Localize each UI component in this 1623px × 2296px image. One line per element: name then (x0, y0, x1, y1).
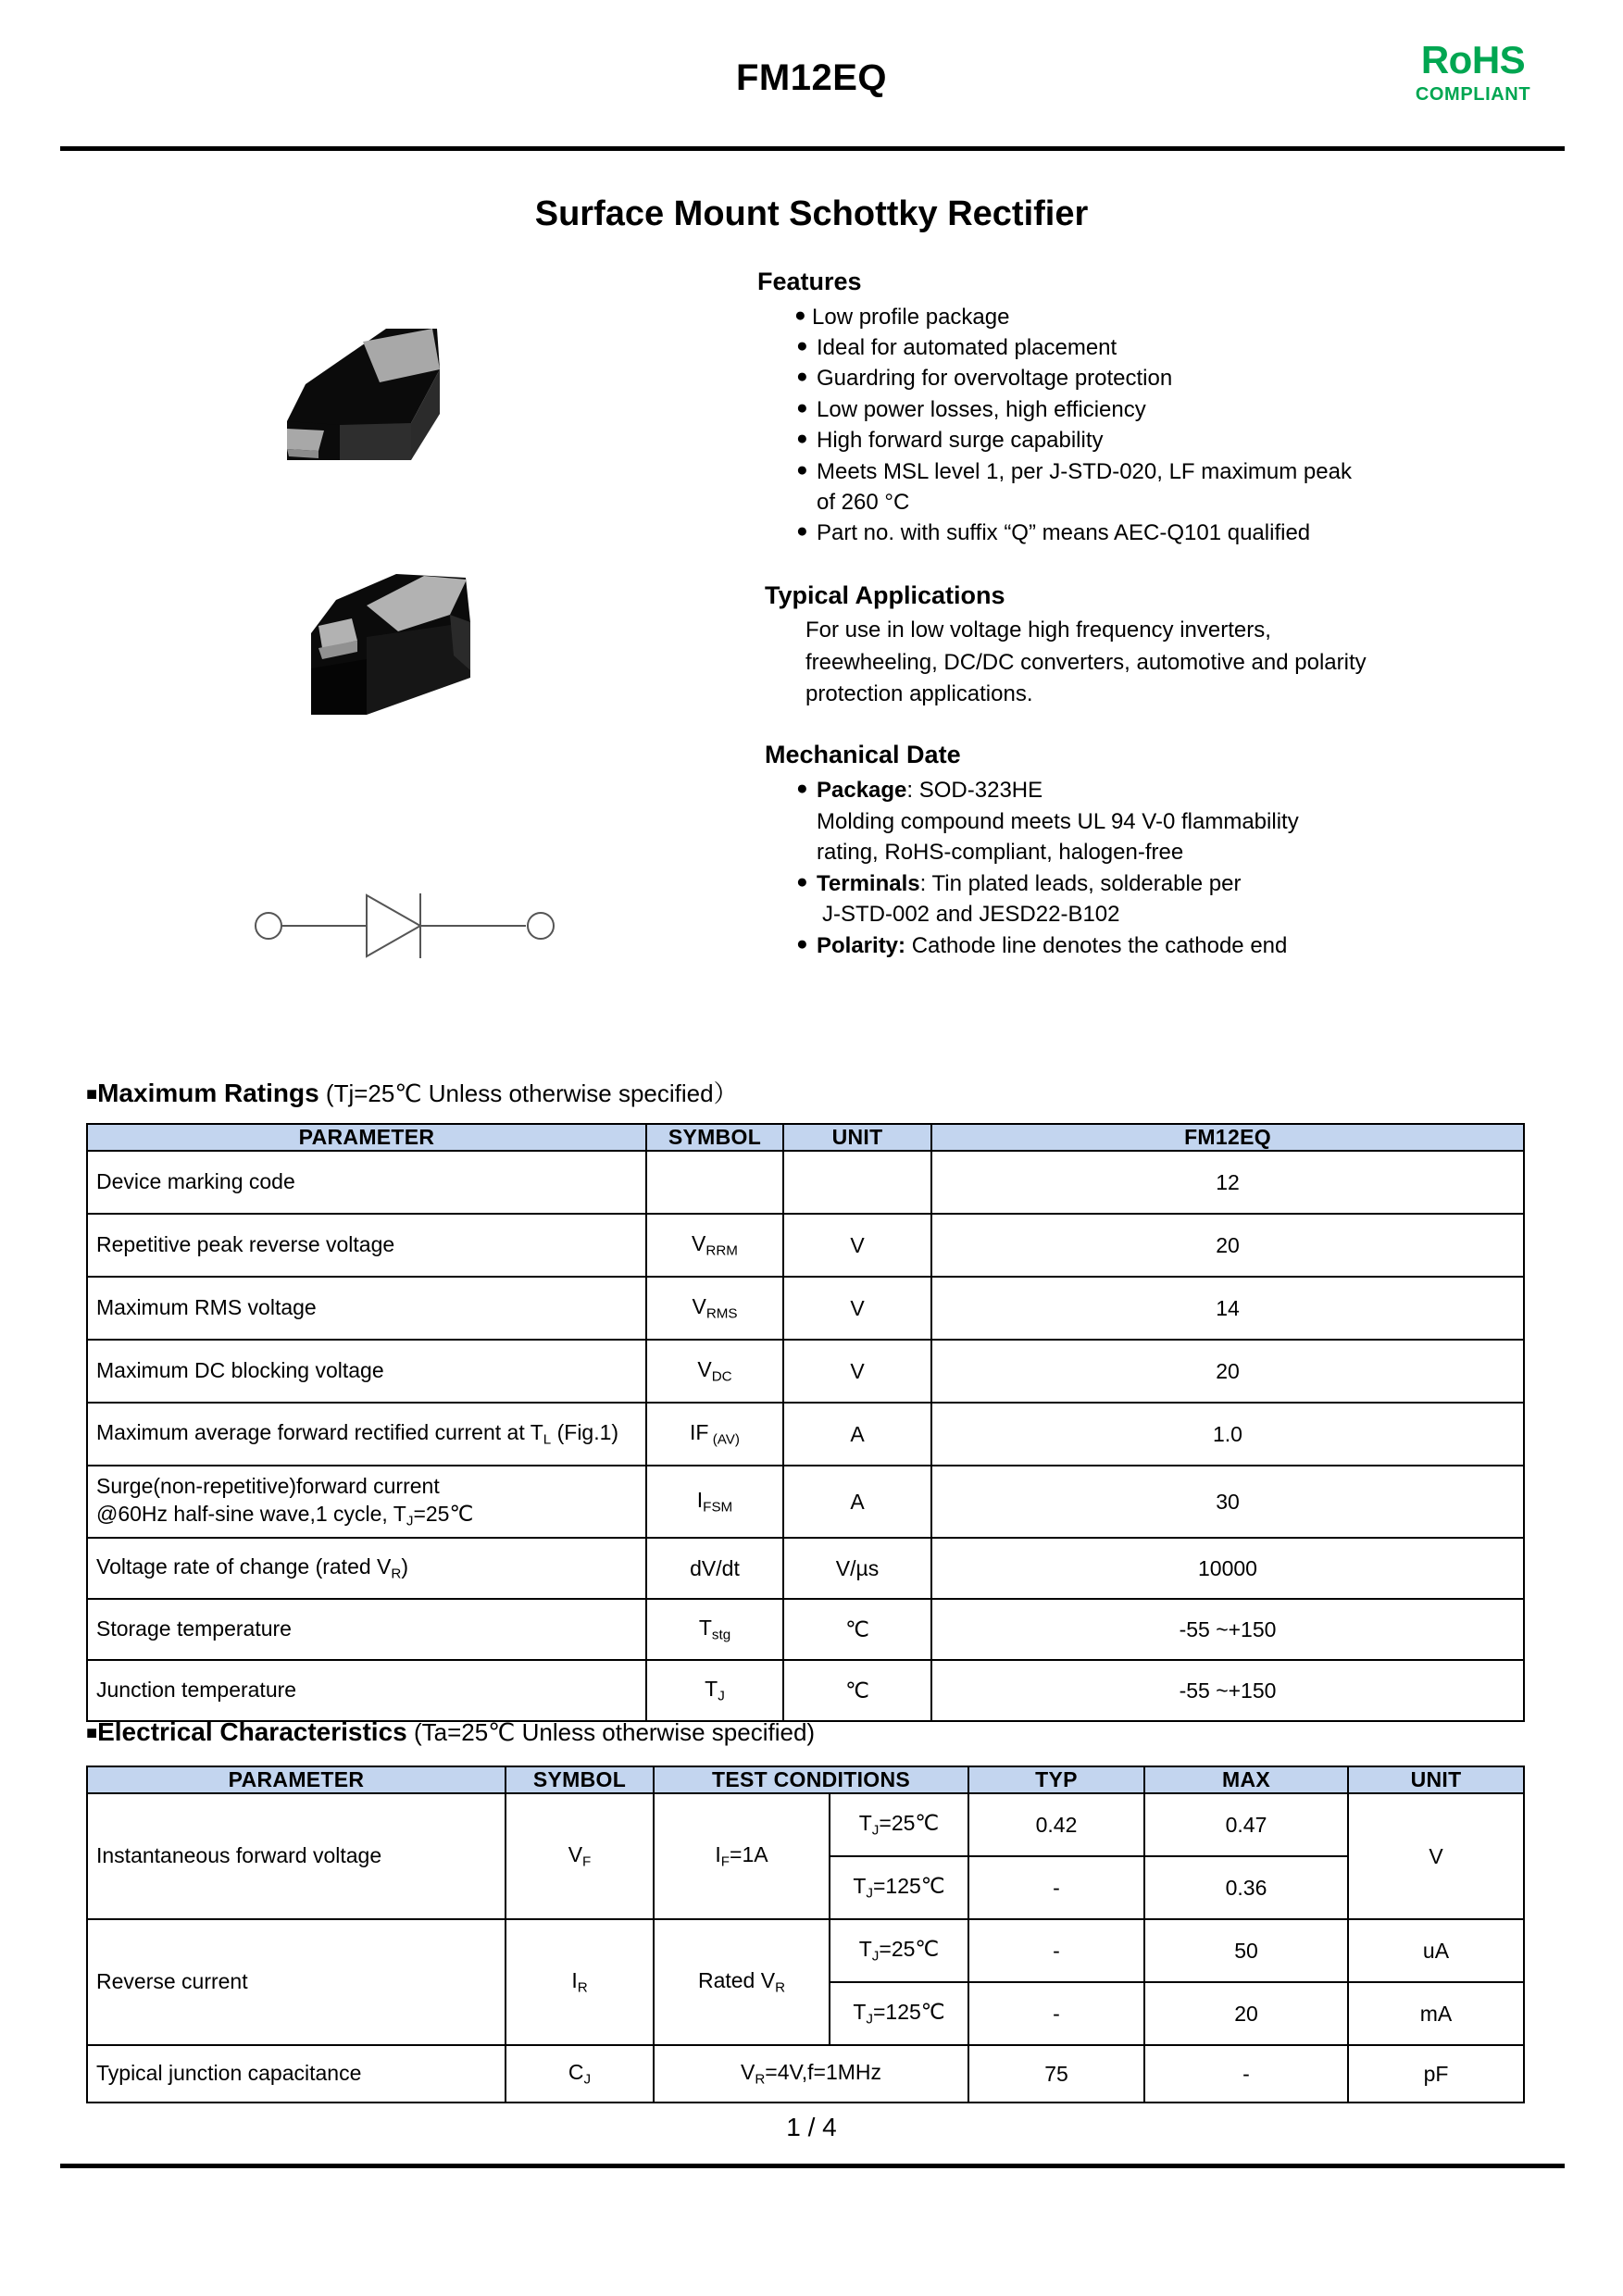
bullet-icon: ● (796, 396, 808, 418)
cell-unit: pF (1348, 2045, 1524, 2103)
cell-unit: ℃ (783, 1599, 931, 1660)
cell-symbol (646, 1340, 783, 1403)
mechanical-polarity-item (794, 930, 1526, 962)
condition-tail: =1A (730, 1842, 768, 1867)
symbol-base: I (571, 1968, 578, 1993)
applications-line: freewheeling, DC/DC converters, automotive and polarity (805, 649, 1367, 675)
max-ratings-table (86, 1123, 1525, 1722)
bullet-icon: ● (796, 335, 808, 357)
symbol-subscript: (AV) (708, 1431, 740, 1448)
symbol-base: T (705, 1677, 718, 1702)
table-header-row (87, 1124, 1524, 1151)
cell-parameter: Device marking code (87, 1151, 646, 1214)
cell-max: 0.36 (1144, 1856, 1348, 1919)
right-text-column (757, 267, 1526, 962)
parameter-line2-tail: =25℃ (413, 1501, 474, 1526)
spacer (757, 549, 1526, 580)
condition-base: Rated V (697, 1968, 776, 1993)
temp-tail: =25℃ (879, 1811, 940, 1836)
terminals-value: : Tin plated leads, solderable per (919, 870, 1242, 896)
temp-tail: =25℃ (879, 1937, 940, 1962)
col-unit: UNIT (1348, 1766, 1524, 1793)
electrical-caption-note: (Ta=25℃ Unless otherwise specified) (406, 1718, 816, 1746)
symbol-base: IF (690, 1420, 709, 1445)
cell-typ: 75 (968, 2045, 1144, 2103)
spacer (757, 710, 1526, 740)
feature-text: Meets MSL level 1, per J-STD-020, LF maximum peak (817, 458, 1352, 484)
table-row (87, 1660, 1524, 1721)
mechanical-terminals-item (794, 868, 1526, 900)
cell-parameter (87, 1403, 646, 1466)
parameter-tail: ) (401, 1554, 409, 1578)
cell-value: 10000 (931, 1538, 1524, 1599)
feature-continuation (794, 487, 1526, 518)
electrical-caption (86, 1717, 815, 1747)
cell-parameter: Storage temperature (87, 1599, 646, 1660)
condition-base: I (715, 1842, 721, 1867)
max-ratings-caption (86, 1075, 738, 1109)
symbol-base: V (692, 1231, 706, 1256)
symbol-subscript: J (718, 1688, 725, 1704)
temp-subscript: J (871, 1948, 880, 1965)
symbol-base: T (698, 1616, 712, 1641)
symbol-subscript: FSM (703, 1499, 733, 1516)
table-header-row (87, 1766, 1524, 1793)
diode-schematic-symbol-icon (248, 884, 563, 967)
symbol-base: V (568, 1842, 583, 1867)
table-row (87, 1599, 1524, 1660)
feature-item (794, 456, 1526, 487)
cell-symbol (646, 1599, 783, 1660)
cell-parameter: Typical junction capacitance (87, 2045, 506, 2103)
cell-symbol (646, 1151, 783, 1214)
cell-temp (830, 1793, 968, 1856)
feature-text: Ideal for automated placement (817, 335, 1117, 361)
feature-text: of 260 °C (817, 489, 910, 515)
cell-unit: V (783, 1277, 931, 1340)
bullet-icon: ● (796, 366, 808, 388)
col-symbol: SYMBOL (506, 1766, 654, 1793)
bullet-icon: ● (796, 778, 808, 800)
cell-temp (830, 1919, 968, 1982)
symbol-subscript: R (577, 1979, 588, 1996)
feature-text: Low profile package (812, 304, 1010, 330)
mechanical-package-line3 (794, 837, 1526, 868)
cell-parameter: Maximum RMS voltage (87, 1277, 646, 1340)
temp-subscript: J (871, 1822, 880, 1839)
mechanical-heading: Mechanical Date (765, 741, 961, 769)
table-row (87, 1466, 1524, 1538)
cell-unit: V (1348, 1793, 1524, 1919)
cell-typ: - (968, 1919, 1144, 1982)
max-ratings-caption-note: (Tj=25℃ Unless otherwise specified） (318, 1079, 738, 1107)
rohs-logo (1380, 38, 1566, 106)
cell-max: 50 (1144, 1919, 1348, 1982)
table-row (87, 1403, 1524, 1466)
bullet-icon: ● (796, 520, 808, 543)
applications-heading: Typical Applications (765, 580, 1005, 609)
temp-base: T (853, 2000, 867, 2025)
cell-max: 20 (1144, 1982, 1348, 2045)
terminals-detail: J-STD-002 and JESD22-B102 (822, 902, 1120, 928)
cell-unit: V (783, 1340, 931, 1403)
cell-typ: 0.42 (968, 1793, 1144, 1856)
cell-value: 20 (931, 1340, 1524, 1403)
condition-subscript: F (720, 1853, 730, 1870)
temp-subscript: J (866, 1885, 873, 1902)
bullet-icon: ● (796, 458, 808, 480)
col-parameter: PARAMETER (87, 1766, 506, 1793)
condition-subscript: R (775, 1979, 786, 1996)
cell-value: 12 (931, 1151, 1524, 1214)
cell-typ: - (968, 1856, 1144, 1919)
bullet-icon: ● (796, 428, 808, 450)
cell-value: 1.0 (931, 1403, 1524, 1466)
terminals-label: Terminals (817, 870, 920, 896)
temp-subscript: J (866, 2011, 873, 2028)
cell-typ: - (968, 1982, 1144, 2045)
symbol-base: C (568, 2060, 584, 2085)
temp-base: T (853, 1874, 867, 1899)
col-unit: UNIT (783, 1124, 931, 1151)
mechanical-list (757, 775, 1526, 962)
cell-parameter: Maximum DC blocking voltage (87, 1340, 646, 1403)
cell-symbol (646, 1403, 783, 1466)
cell-parameter: Instantaneous forward voltage (87, 1793, 506, 1919)
table-row (87, 1151, 1524, 1214)
col-value: FM12EQ (931, 1124, 1524, 1151)
symbol-base: I (696, 1488, 704, 1513)
table-row (87, 2045, 1524, 2103)
feature-text: Guardring for overvoltage protection (817, 366, 1173, 392)
col-symbol: SYMBOL (646, 1124, 783, 1151)
cell-parameter (87, 1538, 646, 1599)
cell-symbol: dV/dt (646, 1538, 783, 1599)
cell-parameter: Reverse current (87, 1919, 506, 2045)
symbol-base: V (692, 1294, 706, 1319)
electrical-caption-bold: Electrical Characteristics (97, 1717, 407, 1746)
package-label: Package (817, 778, 907, 804)
cell-unit: ℃ (783, 1660, 931, 1721)
cell-max: 0.47 (1144, 1793, 1348, 1856)
applications-line: For use in low voltage high frequency inverters, (805, 618, 1271, 643)
cell-parameter: Junction temperature (87, 1660, 646, 1721)
condition-tail: =4V,f=1MHz (765, 2060, 882, 2085)
parameter-subscript: L (543, 1431, 552, 1448)
features-list (757, 302, 1526, 549)
bullet-icon: ● (794, 304, 806, 326)
package-photo-top-view-icon (261, 312, 539, 497)
parameter-tail: (Fig.1) (551, 1420, 619, 1444)
parameter-line2-subscript: J (406, 1513, 414, 1529)
temp-tail: =125℃ (873, 2000, 945, 2025)
electrical-characteristics-table (86, 1766, 1525, 2103)
cell-unit: mA (1348, 1982, 1524, 2045)
cell-value: 30 (931, 1466, 1524, 1538)
cell-unit: V/µs (783, 1538, 931, 1599)
condition-base: V (740, 2060, 755, 2085)
symbol-subscript: RRM (705, 1242, 738, 1259)
mechanical-terminals-line2 (794, 899, 1526, 930)
feature-item (794, 332, 1526, 363)
cell-unit: A (783, 1403, 931, 1466)
package-value: : SOD-323HE (906, 778, 1043, 804)
cell-unit (783, 1151, 931, 1214)
parameter-base: Voltage rate of change (rated V (96, 1554, 392, 1578)
features-heading: Features (757, 268, 862, 295)
col-test-conditions: TEST CONDITIONS (654, 1766, 968, 1793)
table-row (87, 1340, 1524, 1403)
cell-condition (654, 1793, 830, 1919)
temp-base: T (858, 1937, 872, 1962)
header-rule (60, 146, 1565, 151)
feature-item (794, 425, 1526, 455)
cell-symbol (506, 1919, 654, 2045)
bullet-icon: ● (796, 933, 808, 955)
symbol-subscript: J (583, 2071, 592, 2088)
polarity-label: Polarity: (817, 933, 906, 959)
package-detail: rating, RoHS-compliant, halogen-free (817, 840, 1184, 866)
cell-value: -55 ~+150 (931, 1660, 1524, 1721)
square-bullet-icon: ■ (86, 1723, 98, 1743)
parameter-base: Maximum average forward rectified current at T (96, 1420, 543, 1444)
cell-max: - (1144, 2045, 1348, 2103)
cell-unit: uA (1348, 1919, 1524, 1982)
table-row (87, 1919, 1524, 1982)
table-row (87, 1277, 1524, 1340)
feature-text: Low power losses, high efficiency (817, 396, 1146, 422)
table-row (87, 1214, 1524, 1277)
cell-condition (654, 2045, 968, 2103)
max-ratings-caption-bold: Maximum Ratings (97, 1079, 319, 1107)
cell-value: 14 (931, 1277, 1524, 1340)
polarity-value: Cathode line denotes the cathode end (905, 933, 1288, 959)
cell-unit: V (783, 1214, 931, 1277)
package-photo-angled-view-icon (294, 567, 572, 752)
document-title: Surface Mount Schottky Rectifier (534, 194, 1089, 233)
table-row (87, 1793, 1524, 1856)
page-number: 1 / 4 (786, 2113, 837, 2141)
rohs-label: RoHS (1420, 38, 1526, 81)
cell-symbol (506, 2045, 654, 2103)
cell-parameter: Repetitive peak reverse voltage (87, 1214, 646, 1277)
parameter-line1: Surge(non-repetitive)forward current (96, 1474, 440, 1499)
cell-symbol (646, 1660, 783, 1721)
cell-temp (830, 1982, 968, 2045)
cell-symbol (506, 1793, 654, 1919)
cell-symbol (646, 1466, 783, 1538)
footer-rule (60, 2164, 1565, 2168)
col-parameter: PARAMETER (87, 1124, 646, 1151)
parameter-line2: @60Hz half-sine wave,1 cycle, T (96, 1501, 406, 1526)
rohs-compliant-label: COMPLIANT (1415, 83, 1531, 105)
feature-text: Part no. with suffix “Q” means AEC-Q101 qualified (817, 520, 1311, 546)
page-title: FM12EQ (735, 57, 888, 98)
cell-value: -55 ~+150 (931, 1599, 1524, 1660)
col-max: MAX (1144, 1766, 1348, 1793)
cell-parameter (87, 1466, 646, 1538)
bullet-icon: ● (796, 870, 808, 892)
feature-text: High forward surge capability (817, 428, 1104, 454)
parameter-subscript: R (391, 1566, 402, 1582)
feature-item (794, 302, 1526, 332)
symbol-subscript: stg (711, 1627, 731, 1643)
cell-value: 20 (931, 1214, 1524, 1277)
table-row (87, 1538, 1524, 1599)
feature-item (794, 518, 1526, 548)
applications-body (757, 615, 1526, 710)
symbol-base: V (697, 1357, 712, 1382)
symbol-subscript: DC (711, 1368, 732, 1385)
condition-subscript: R (755, 2071, 766, 2088)
temp-tail: =125℃ (873, 1874, 945, 1899)
package-detail: Molding compound meets UL 94 V-0 flammability (817, 808, 1299, 834)
cell-symbol (646, 1277, 783, 1340)
cell-symbol (646, 1214, 783, 1277)
square-bullet-icon: ■ (86, 1084, 98, 1104)
cell-condition (654, 1919, 830, 2045)
symbol-subscript: F (582, 1853, 592, 1870)
mechanical-package-line2 (794, 806, 1526, 838)
cell-unit: A (783, 1466, 931, 1538)
cell-temp (830, 1856, 968, 1919)
temp-base: T (858, 1811, 872, 1836)
col-typ: TYP (968, 1766, 1144, 1793)
mechanical-package-item (794, 775, 1526, 806)
feature-item (794, 363, 1526, 393)
applications-line: protection applications. (805, 681, 1033, 706)
feature-item (794, 394, 1526, 425)
symbol-subscript: RMS (705, 1305, 738, 1322)
